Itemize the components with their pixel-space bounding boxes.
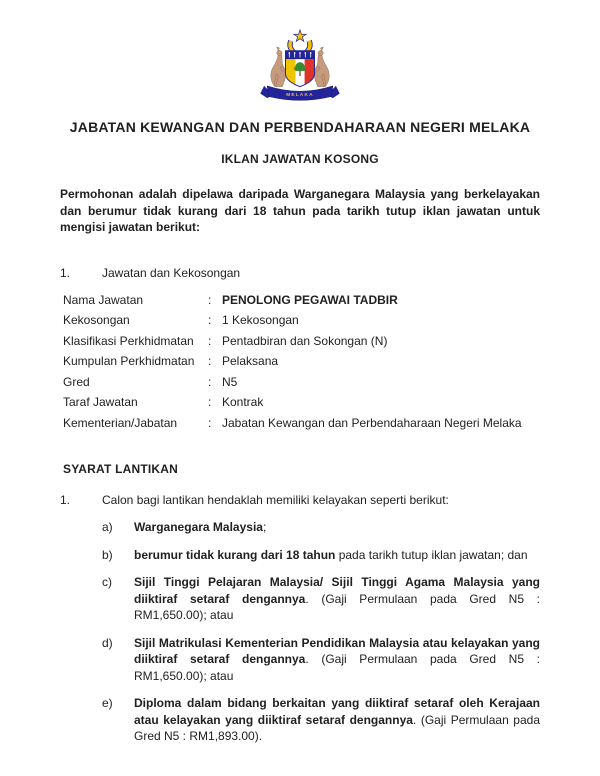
- detail-row-klasifikasi: [63, 331, 540, 352]
- requirement-bold-text: berumur tidak kurang dari 18 tahun: [134, 547, 336, 562]
- detail-row-kekosongan: [63, 310, 540, 331]
- detail-label: Kekosongan: [63, 313, 130, 327]
- requirement-bold-text: Sijil Tinggi Pelajaran Malaysia/ Sijil Tinggi Agama Malaysia yang diiktiraf setaraf dengannya: [134, 575, 540, 606]
- star-icon: [294, 30, 306, 42]
- right-mousedeer-supporter: [314, 47, 329, 87]
- section-number: 1.: [60, 265, 71, 280]
- detail-value: PENOLONG PEGAWAI TADBIR: [222, 292, 398, 307]
- detail-colon: :: [208, 374, 212, 389]
- detail-colon: :: [208, 313, 212, 327]
- requirement-text: [134, 574, 540, 624]
- detail-value: Pelaksana: [222, 354, 279, 368]
- detail-label: Nama Jawatan: [63, 292, 144, 307]
- section-1-heading-row: [60, 266, 540, 280]
- detail-label: Klasifikasi Perkhidmatan: [63, 333, 194, 348]
- detail-row-gred: [63, 372, 540, 393]
- detail-colon: :: [208, 415, 212, 430]
- requirement-item-c: [102, 574, 540, 624]
- requirement-text: [134, 635, 540, 685]
- document-title: JABATAN KEWANGAN DAN PERBENDAHARAAN NEGERI MELAKA: [69, 119, 531, 135]
- requirement-bold-text: Warganegara Malaysia: [134, 520, 263, 534]
- requirements-item-text: Calon bagi lantikan hendaklah memiliki kelayakan seperti berikut:: [102, 493, 449, 507]
- detail-row-taraf: [63, 392, 540, 413]
- requirement-rest-text: . (Gaji Permulaan pada Gred N5 : RM1,893.00).: [134, 712, 540, 743]
- detail-label: Kumpulan Perkhidmatan: [63, 354, 195, 368]
- detail-row-nama-jawatan: [63, 290, 540, 311]
- ribbon-text: MELAKA: [286, 93, 314, 99]
- job-details-table: [63, 290, 540, 434]
- detail-colon: :: [208, 292, 212, 307]
- section-heading: Jawatan dan Kekosongan: [102, 265, 241, 280]
- requirement-rest-text: ;: [262, 520, 267, 534]
- melaka-coat-of-arms: [258, 27, 342, 105]
- detail-row-kementerian: [63, 413, 540, 434]
- intro-paragraph: Permohonan adalah dipelawa daripada Warganegara Malaysia yang berkelayakan dan berumur tidak kurang dari 18 tahun pada tarikh tutup iklan jawatan untuk mengisi jawatan berikut:: [60, 187, 540, 234]
- detail-value: N5: [222, 374, 238, 389]
- syarat-lantikan-heading: SYARAT LANTIKAN: [63, 462, 179, 476]
- left-mousedeer-supporter: [271, 47, 286, 87]
- requirement-bold-text: Diploma dalam bidang berkaitan yang diiktiraf setaraf oleh Kerajaan atau kelayakan yang diiktiraf setaraf dengannya: [134, 696, 540, 727]
- requirement-rest-text: . (Gaji Permulaan pada Gred N5 : RM1,650.00); atau: [134, 591, 540, 622]
- detail-value: Jabatan Kewangan dan Perbendaharaan Negeri Melaka: [222, 415, 522, 430]
- detail-colon: :: [208, 354, 212, 368]
- document-subtitle: IKLAN JAWATAN KOSONG: [221, 152, 379, 166]
- detail-label: Taraf Jawatan: [63, 395, 138, 409]
- requirement-text: [134, 519, 540, 536]
- requirement-letter: c): [102, 575, 112, 589]
- shield: [285, 51, 314, 90]
- detail-value: 1 Kekosongan: [222, 313, 299, 327]
- detail-row-kumpulan: [63, 351, 540, 372]
- requirement-item-d: [102, 635, 540, 685]
- requirement-letter: d): [102, 635, 113, 650]
- melaka-crest-image: [258, 27, 342, 105]
- requirement-item-e: [102, 695, 540, 745]
- detail-value: Pentadbiran dan Sokongan (N): [222, 333, 388, 348]
- requirements-item-number: 1.: [60, 493, 71, 507]
- detail-value: Kontrak: [222, 395, 264, 409]
- detail-colon: :: [208, 333, 212, 348]
- requirement-text: [134, 547, 540, 564]
- requirement-item-a: [102, 519, 540, 536]
- requirement-letter: a): [102, 520, 113, 534]
- detail-colon: :: [208, 395, 212, 409]
- requirement-letter: b): [102, 547, 113, 562]
- requirement-bold-text: Sijil Matrikulasi Kementerian Pendidikan Malaysia atau kelayakan yang diiktiraf setaraf dengannya: [134, 635, 540, 666]
- requirements-intro-row: [60, 492, 540, 508]
- requirement-rest-text: . (Gaji Permulaan pada Gred N5 : RM1,650.00); atau: [134, 652, 540, 683]
- requirement-text: [134, 695, 540, 745]
- detail-label: Gred: [63, 374, 90, 389]
- requirement-item-b: [102, 547, 540, 564]
- ribbon-banner: [260, 86, 339, 101]
- requirement-rest-text: pada tarikh tutup iklan jawatan; dan: [335, 547, 528, 562]
- requirement-letter: e): [102, 696, 113, 710]
- detail-label: Kementerian/Jabatan: [63, 415, 178, 430]
